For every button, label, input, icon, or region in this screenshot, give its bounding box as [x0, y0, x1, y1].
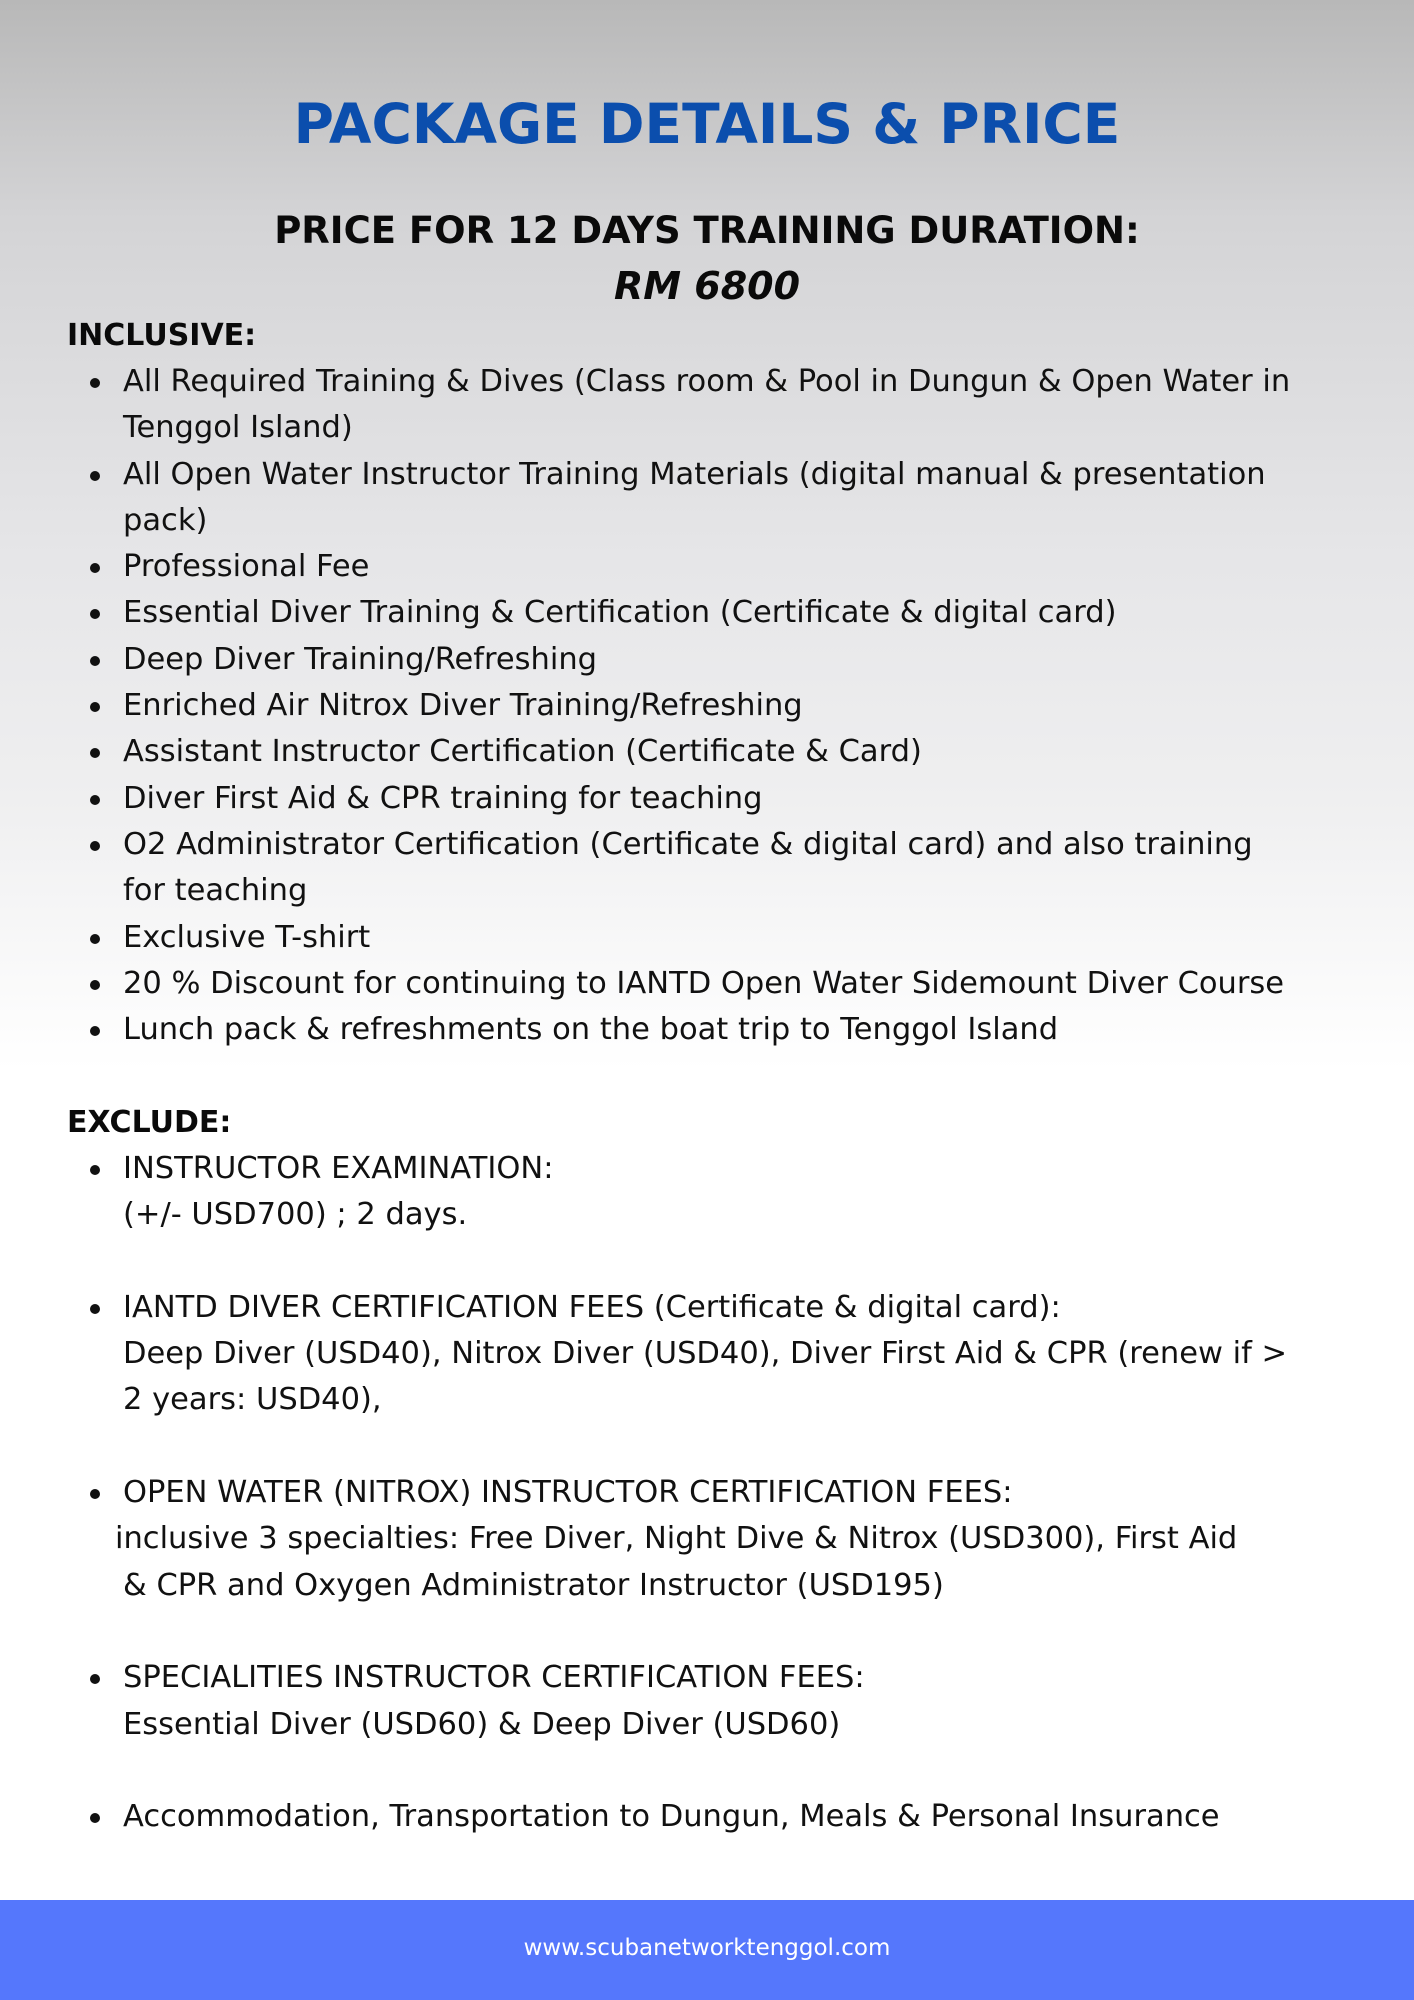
price-value: RM 6800: [613, 264, 801, 308]
inclusive-item-t-shirt: Exclusive T-shirt: [0, 915, 1414, 961]
inclusive-item-essential-diver: Essential Diver Training & Certification (Certificate & digital card): [0, 590, 1414, 636]
inclusive-item-professional-fee: Professional Fee: [0, 544, 1414, 590]
bullet-icon: [90, 1489, 100, 1499]
price-heading: PRICE FOR 12 DAYS TRAINING DURATION:: [274, 209, 1140, 252]
bullet-icon: [90, 980, 100, 990]
bullet-icon: [90, 795, 100, 805]
inclusive-item-nitrox-diver: Enriched Air Nitrox Diver Training/Refreshing: [0, 683, 1414, 729]
bullet-icon: [90, 841, 100, 851]
bullet-icon: [90, 378, 100, 388]
exclude-heading: EXCLUDE:: [67, 1105, 232, 1140]
bullet-icon: [90, 563, 100, 573]
bullet-icon: [90, 934, 100, 944]
inclusive-item-assistant-instructor: Assistant Instructor Certification (Certificate & Card): [0, 729, 1414, 775]
exclude-item-accommodation: Accommodation, Transportation to Dungun, Meals & Personal Insurance: [0, 1794, 1414, 1840]
exclude-item-instructor-examination: INSTRUCTOR EXAMINATION: (+/- USD700) ; 2 days.: [0, 1146, 1414, 1239]
bullet-icon: [90, 1165, 100, 1175]
exclude-item-diver-certification-fees: IANTD DIVER CERTIFICATION FEES (Certificate & digital card): Deep Diver (USD40), Nitrox Diver (USD40), Diver First Aid & CPR (renew if > 2 years: USD40),: [0, 1285, 1414, 1424]
website-url[interactable]: www.scubanetworktenggol.com: [523, 1935, 891, 1961]
bullet-icon: [90, 1813, 100, 1823]
inclusive-item-sidemount-discount: 20 % Discount for continuing to IANTD Open Water Sidemount Diver Course: [0, 961, 1414, 1007]
inclusive-item-training-dives: All Required Training & Dives (Class room & Pool in Dungun & Open Water in Tenggol Island): [0, 359, 1414, 452]
inclusive-heading: INCLUSIVE:: [67, 318, 257, 353]
bullet-icon: [90, 748, 100, 758]
exclude-item-instructor-certification-fees: OPEN WATER (NITROX) INSTRUCTOR CERTIFICATION FEES: inclusive 3 specialties: Free Diver, Night Dive & Nitrox (USD300), First Aid & CPR and Oxygen Administrator Instructor (USD195): [0, 1470, 1414, 1609]
inclusive-item-lunch-pack: Lunch pack & refreshments on the boat trip to Tenggol Island: [0, 1007, 1414, 1053]
bullet-icon: [90, 471, 100, 481]
inclusive-item-training-materials: All Open Water Instructor Training Materials (digital manual & presentation pack): [0, 452, 1414, 545]
bullet-icon: [90, 656, 100, 666]
page-title: PACKAGE DETAILS & PRICE: [293, 92, 1121, 156]
bullet-icon: [90, 1674, 100, 1684]
bullet-icon: [90, 1304, 100, 1314]
inclusive-list: [0, 359, 1414, 1053]
bullet-icon: [90, 609, 100, 619]
footer-bar: [0, 1900, 1414, 2000]
bullet-icon: [90, 1026, 100, 1036]
exclude-item-specialities-fees: SPECIALITIES INSTRUCTOR CERTIFICATION FEES: Essential Diver (USD60) & Deep Diver (USD60): [0, 1655, 1414, 1748]
exclude-list: [0, 1146, 1414, 1840]
inclusive-item-o2-administrator: O2 Administrator Certification (Certificate & digital card) and also training for teaching: [0, 822, 1414, 915]
inclusive-item-deep-diver: Deep Diver Training/Refreshing: [0, 637, 1414, 683]
inclusive-item-first-aid-cpr: Diver First Aid & CPR training for teaching: [0, 776, 1414, 822]
bullet-icon: [90, 702, 100, 712]
